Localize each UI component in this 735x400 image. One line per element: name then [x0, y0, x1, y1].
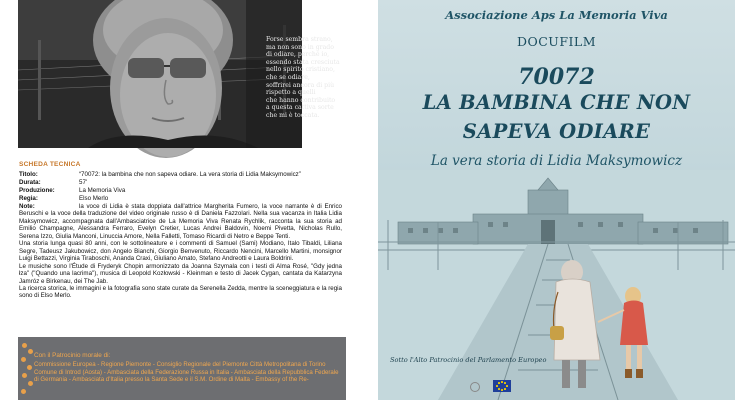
- patronage-list: Commissione Europea - Regione Piemonte - Consiglio Regionale del Piemonte Città Metropolitana di Torino Comune di Introd (Aosta) - Ambasciata della Federazione Russa in Italia - Ambasciata della Repubblica Federale di Germania - Ambasciata d'Italia presso la Santa Sede e il S.M. Ordine di Malta - Embassy of the Re-: [34, 361, 339, 383]
- portrait-photo: [18, 0, 340, 148]
- quote-line: rispetto a quelli: [266, 89, 316, 97]
- row-key: Produzione:: [19, 187, 55, 194]
- quote-line: che hanno contribuito: [266, 96, 336, 104]
- poster: [378, 0, 735, 400]
- scheda-tecnica-heading: SCHEDA TECNICA: [19, 161, 81, 168]
- association-name: Associazione Aps La Memoria Viva: [445, 8, 668, 22]
- eu-flag-icon: [493, 380, 511, 392]
- row-key: Note:: [19, 203, 35, 210]
- row-key: Durata:: [19, 179, 41, 186]
- docufilm-label: DOCUFILM: [516, 34, 597, 49]
- patronage-title: Con il Patrocinio morale di:: [34, 352, 111, 359]
- quote-line: nello spirito cristiano,: [266, 66, 335, 74]
- patronage-box: [18, 337, 346, 400]
- quote-line: ma non sono in grado: [266, 43, 334, 51]
- notes-paragraph: la voce di Lidia è stata doppiata dall'attrice Margherita Fumero, la voce narrante è di Enrico Beruschi e la voce della traduzione del video originale russo è di Daniela Fazzolari. Nella sua vacanza in Italia Lidia Maksymowicz, accompagnata dall'Ambasciatrice de La Memoria Viva Renata Rychlik, racconta la sua storia ad Emilio Champagne, Alessandra Ferraro, Evelyn Cretier, Lucas Andrei Baldovin, Noemi Pivetta, Nicholas Rullo, Serena Izzo, Giulia Manconi, Linuccia Amore, Nella Falletti, Tomaso Ricardi di Netro e Beppe Tenti.: [19, 203, 342, 240]
- notes-body: [19, 203, 342, 300]
- row-key: Regia:: [19, 195, 38, 202]
- row-value: Elso Merlo: [79, 195, 109, 202]
- quote-line: di odiare, perché io,: [266, 51, 330, 59]
- quote-line: che mi è toccata.: [266, 111, 320, 119]
- notes-paragraph: La ricerca storica, le immagini e la fotografia sono state curate da Serenella Zedda, mentre la sceneggiatura e la regia sono di Elso Merlo.: [19, 284, 342, 300]
- institution-logo: [470, 382, 480, 392]
- patronage-note: Sotto l'Alto Patrocinio del Parlamento Europeo: [390, 356, 547, 364]
- quote-line: essendo stata cresciuta: [266, 58, 340, 66]
- quote-text: [266, 36, 371, 120]
- row-value: La Memoria Viva: [79, 187, 126, 194]
- film-number: 70072: [518, 64, 595, 90]
- row-key: Titolo:: [19, 171, 38, 178]
- row-value: 57': [79, 179, 88, 186]
- row-value: “70072: la bambina che non sapeva odiare. La vera storia di Lidia Maksymowicz”: [79, 171, 301, 178]
- film-title-line-2: SAPEVA ODIARE: [462, 120, 651, 143]
- quote-line: soffrirei ancora di più: [266, 81, 335, 89]
- left-page: [0, 0, 362, 400]
- film-title-line-1: LA BAMBINA CHE NON: [422, 91, 691, 114]
- quote-line: a questa cattiva sorte: [266, 104, 334, 112]
- quote-line: che se odiare,: [266, 73, 310, 81]
- film-subtitle: La vera storia di Lidia Maksymowicz: [430, 153, 683, 169]
- notes-paragraph: Le musiche sono l'Étude di Fryderyk Chopin armonizzato da Joanna Szymala con i testi di Alma Rosé, "Gdy jedna łza" ("Quando una lacrima"), musica di Leopold Kozłowski - Kleinman e testo di Jacek Cygan, cantata da Katarzyna Jamróz e Birkenau, dei The Jab.: [19, 262, 342, 285]
- quote-line: Forse sembra strano,: [266, 36, 333, 43]
- notes-paragraph: Una storia lunga quasi 80 anni, con le sottolineature e i commenti di Samuel (Sami) Modiano, Italo Tibaldi, Liliana Segre, Tadeusz Jakubowicz, don Angelo Bianchi, Giorgio Benvenuto, Riccardo Nencini, Marcello Martini, monsignor Luigi Bettazzi, Virginia Tiraboschi, Ananda Craxi, Giuliano Amato, Stefano Andreotti e Laura Boldrini.: [19, 240, 342, 263]
- birkenau-scene-illustration: [378, 170, 735, 400]
- portrait-illustration: [18, 0, 302, 148]
